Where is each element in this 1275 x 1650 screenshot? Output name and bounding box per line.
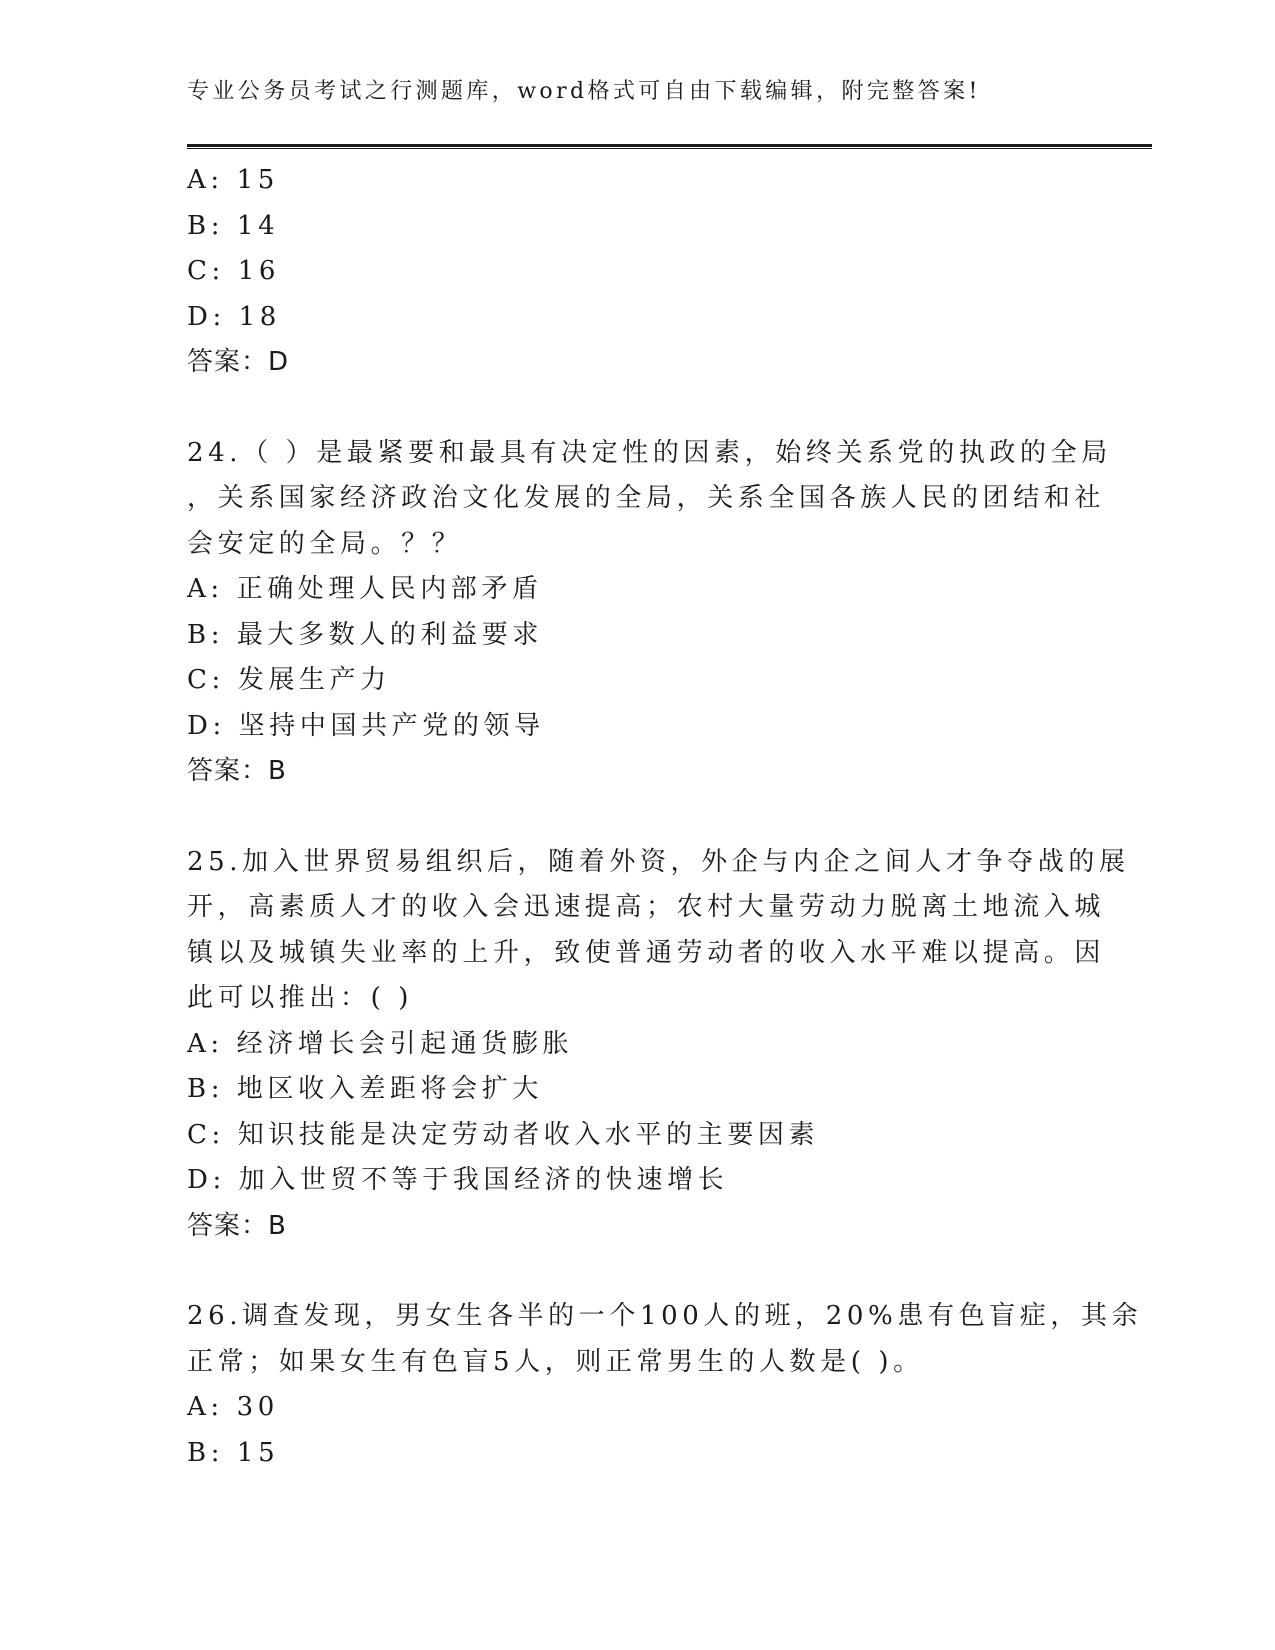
option-b: B: 地区收入差距将会扩大 [187, 1074, 543, 1104]
question-25-block [187, 840, 1130, 1250]
question-list [187, 158, 1143, 1476]
question-26-block [187, 1294, 1143, 1476]
answer-line: 答案：B [187, 1210, 287, 1241]
header-divider [187, 144, 1152, 149]
option-d: D: 坚持中国共产党的领导 [187, 710, 545, 741]
question-stem-line: 24.（ ）是最紧要和最具有决定性的因素，始终关系党的执政的全局 [187, 437, 1112, 468]
option-a: A: 15 [187, 165, 279, 195]
question-stem-line: 会安定的全局。？？ [187, 528, 463, 559]
option-b: B: 14 [187, 210, 280, 241]
question-stem-line: 开，高素质人才的收入会迅速提高；农村大量劳动力脱离土地流入城 [187, 892, 1106, 922]
option-b: B: 15 [187, 1437, 280, 1468]
option-d: D: 18 [187, 301, 281, 332]
option-c: C: 发展生产力 [187, 665, 391, 695]
spacer [187, 1249, 1087, 1294]
spacer [187, 795, 1087, 840]
spacer [187, 386, 1087, 431]
option-a: A: 经济增长会引起通货膨胀 [187, 1028, 574, 1059]
page-header: 专业公务员考试之行测题库，word格式可自由下载编辑，附完整答案! [187, 79, 981, 104]
answer-line: 答案：D [187, 347, 290, 377]
answer-line: 答案：B [187, 756, 287, 786]
option-a: A: 正确处理人民内部矛盾 [187, 574, 543, 604]
question-stem-line: 镇以及城镇失业率的上升，致使普通劳动者的收入水平难以提高。因 [187, 937, 1106, 968]
option-a: A: 30 [187, 1392, 279, 1422]
question-stem-line: 26.调查发现，男女生各半的一个100人的班，20%患有色盲症，其余 [187, 1301, 1143, 1331]
question-stem-line: 25.加入世界贸易组织后，随着外资，外企与内企之间人才争夺战的展 [187, 846, 1130, 877]
option-c: C: 知识技能是决定劳动者收入水平的主要因素 [187, 1119, 820, 1150]
question-24-block [187, 431, 1112, 795]
question-stem-line: 此可以推出：( ) [187, 983, 413, 1013]
question-23-block [187, 158, 1087, 386]
question-stem-line: 正常；如果女生有色盲5人，则正常男生的人数是( )。 [187, 1346, 924, 1377]
option-c: C: 16 [187, 256, 281, 286]
option-d: D: 加入世贸不等于我国经济的快速增长 [187, 1165, 729, 1195]
option-b: B: 最大多数人的利益要求 [187, 619, 543, 650]
question-stem-line: ，关系国家经济政治文化发展的全局，关系全国各族人民的团结和社 [187, 483, 1106, 513]
